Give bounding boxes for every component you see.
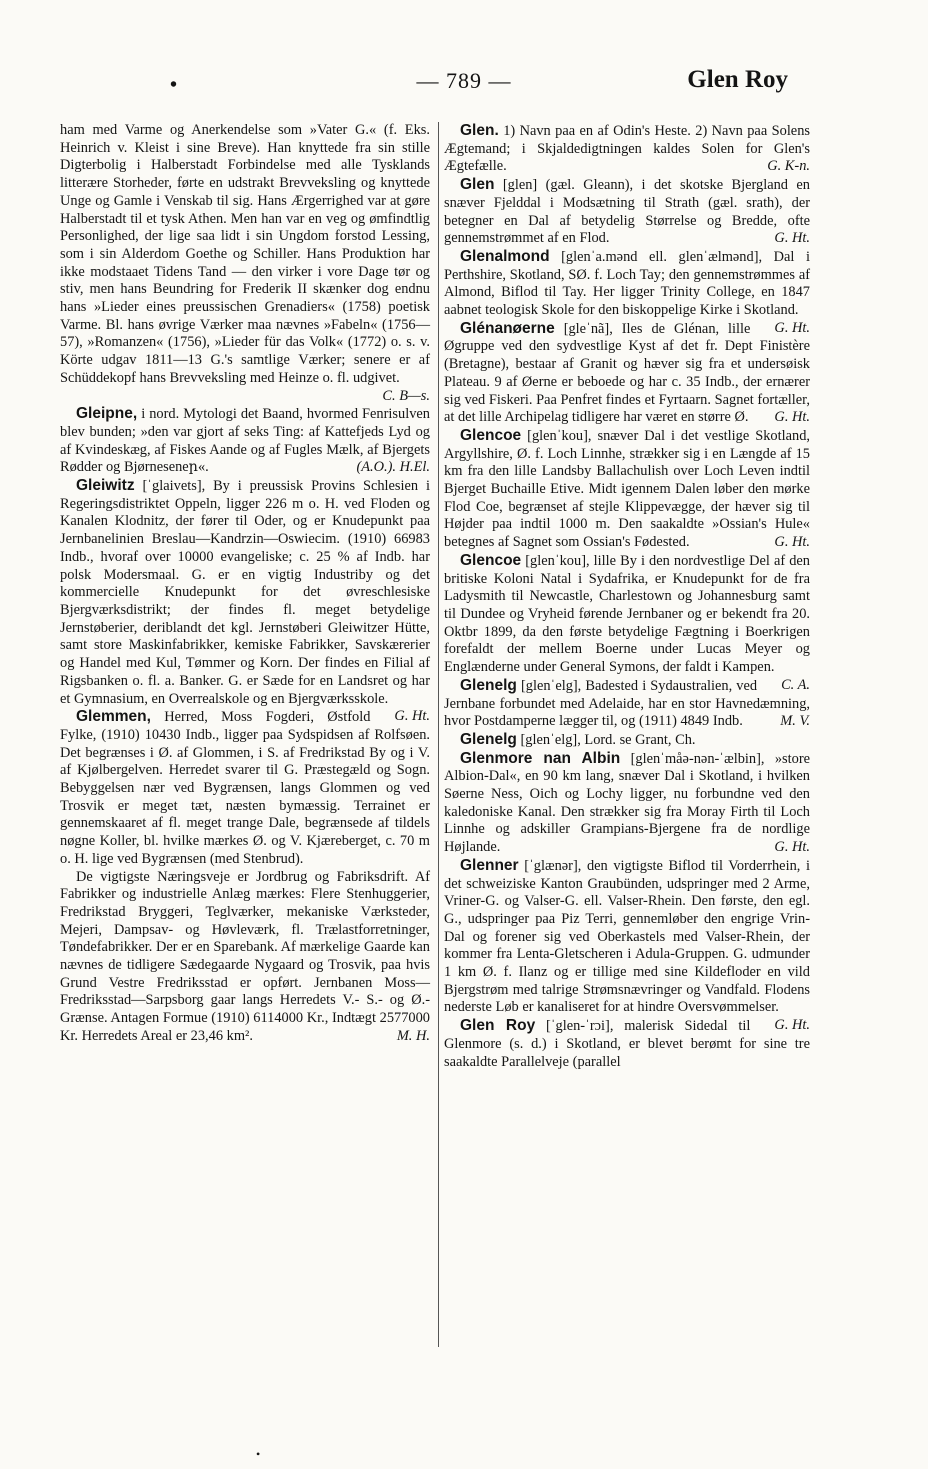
page-header bbox=[0, 64, 928, 104]
entry-glenmore-nan-albin: Glenmore nan Albin [glenˈmåə-nən-ˈælbin], »store Albion-Dal«, en 90 km lang, snæver Dal i Skotland, i hvilken Søerne Ness, Oich og Lochy ligger, nu forbundne ved den kaledoniske Kanal. Den strækker sig fra Moray Firth til Loch Linnhe og adskiller Grampians-Bjergene fra de nordlige Højlande. G. Ht. bbox=[444, 749, 810, 856]
entry-glenner: Glenner [ˈglænər], den vigtigste Biflod til Vorderrhein, i det schweiziske Kanton Graubünden, udspringer med 2 Arme, Vriner-G. og Valser-G. ell. Valser-Rhein. Den første, den egl. G., udspringer paa Piz Terri, gennemløber den engrige Vrin-Dal og forener sig ved Oberkastels med Valser-Rhein, der kommer fra Lenta-Gletscheren i Adula-Gruppen. G. udmunder 1 km Ø. f. Ilanz og er tillige med sine Kildefloder en vild Bjergstrøm med talrige Strømsnævringer og Vandfald. Flodens nederste Løb er kanaliseret for at hindre Oversvømmelser. G. Ht. bbox=[444, 856, 810, 1034]
column-divider bbox=[438, 122, 439, 1347]
headword: Glemmen, bbox=[76, 708, 151, 726]
signature: G. Ht. bbox=[394, 708, 430, 725]
signature: G. K-n. bbox=[767, 158, 810, 175]
headword: Glen Roy bbox=[460, 1017, 536, 1035]
left-column bbox=[60, 122, 430, 1046]
signature: G. Ht. bbox=[774, 534, 810, 551]
headword: Glenner bbox=[460, 856, 519, 874]
footer-dot: • bbox=[256, 1447, 261, 1461]
headword: Glen. bbox=[460, 122, 499, 139]
headword: Glenelg bbox=[460, 730, 517, 748]
header-dot: • bbox=[170, 74, 178, 96]
entry-glen-2: Glen [glen] (gæl. Gleann), i det skotske Bjergland en snæver Fjelddal i Modsætning til Strath (gæl. srath), der betegner en Dal af betydelig Størrelse og Bredde, ofte gennemstrømmet af en Flod. G. Ht. bbox=[444, 176, 810, 247]
headword: Glenelg bbox=[460, 676, 517, 694]
entry-continuation: ham med Varme og Anerkendelse som »Vater G.« (f. Eks. Heinrich v. Kleist i sine Breve). Han knyttede fra sin stille Digterbolig i Halberstadt Forbindelse med alle Tysklands litterære Storheder, førte en udstrakt Brevveksling og knyttede Unge og Gamle i Venskab til sig. Hans Ærgerrighed var at gøre Halberstadt til et tysk Athen. Men han var en veg og ømfindtlig Personlighed, der lige saa lidt i sin Ungdom forstod Lessing, som i sin Alderdom Goethe og Schiller. Hans Produktion har ikke modstaaet Tidens Tand — den virker i vore Dage tør og stiv, men hans Beundring for Frederik II skænker dog endnu hans »Lieder eines preussischen Grenadiers« (1758) poetisk Varme. Bl. hans øvrige Værker maa nævnes »Fabeln« (1756—57), »Romanzen« (1756), »Lieder für das Volk« (1772) o. s. v. Körte udgav 1811—13 G.'s samtlige Værker; senere er af Schüddekopf hans Brevveksling med Heinze o. fl. udgivet. bbox=[60, 122, 430, 386]
signature: M. V. bbox=[780, 713, 810, 730]
signature: G. Ht. bbox=[774, 409, 810, 426]
headword: Glencoe bbox=[460, 426, 522, 444]
signature: C. A. bbox=[781, 676, 810, 693]
running-head: Glen Roy bbox=[687, 66, 788, 93]
entry-glen-1: Glen. 1) Navn paa en af Odin's Heste. 2) Navn paa Solens Ægtemand; i Skjaldedigtningen kaldes Solen for Glen's Ægtefælle. G. K-n. bbox=[444, 122, 810, 175]
signature: G. Ht. bbox=[774, 1017, 810, 1034]
entry-glenelg-1: Glenelg [glenˈelg], Badested i Sydaustralien, ved Jernbane forbundet med Adelaide, har en stor Havnedæmning, hvor Postdamperne lægger til, og (1911) 4849 Indb. M. V. bbox=[444, 676, 810, 730]
headword: Glencoe bbox=[460, 551, 522, 569]
headword: Glenalmond bbox=[460, 247, 550, 265]
page-number: — 789 — bbox=[416, 68, 512, 93]
entry-glenalmond: Glenalmond [glenˈa.mənd ell. glenˈælmənd], Dal i Perthshire, Skotland, SØ. f. Loch Tay; den gennemstrømmes af Almond, Biflod til Tay. Her ligger Trinity College, en 1847 aabnet teologisk Skole for den biskoppelige Kirke i Skotland. G. Ht. bbox=[444, 247, 810, 336]
headword: Gleiwitz bbox=[76, 477, 135, 495]
entry-glenanoerne: Glénanøerne [gleˈnã], Iles de Glénan, lille Øgruppe ved den sydvestlige Kyst af det fr. Dept Finistère (Bretagne), bestaar af Granit og hæver sig fra et undersøisk Plateau. 9 af Øerne er beboede og har c. 35 Indb., der ernærer sig ved Fiskeri. Paa Penfret findes et Fyrtaarn. Sagnet fortæller, at det lille Archipelag tidligere har været en større Ø. G. Ht. bbox=[444, 319, 810, 426]
signature: (A.O.). H.El. bbox=[356, 459, 430, 476]
signature: G. Ht. bbox=[774, 839, 810, 856]
headword: Glen bbox=[460, 176, 495, 194]
entry-glenelg-2: Glenelg [glenˈelg], Lord. se Grant, Ch. bbox=[460, 730, 696, 748]
right-column bbox=[444, 122, 810, 1071]
entry-glen-roy: Glen Roy [ˈglen-ˈrɔi], malerisk Sidedal til Glenmore (s. d.) i Skotland, er blevet berømt for sine tre saakaldte Parallelveje (parallel bbox=[444, 1017, 810, 1070]
entry-glemmen-paragraph: De vigtigste Næringsveje er Jordbrug og Fabriksdrift. Af Fabrikker og industrielle Anlæg mærkes: Flere Stenhuggerier, Fredrikstad Bryggeri, Teglværker, mekaniske Værksteder, Mejeri, Dampsav- og Høvleværk, fl. Trælastforretninger, Tøndefabrikker. Der er en Sparebank. Af mærkelige Gaarde kan nævnes de tidligere Sædegaarde Nygaard og Trosvik, paa hvis Grund Vestre Fredriksstad er opført. Jernbanen Moss—Fredriksstad—Sarpsborg gaar langs Herredets V.- S.- og Ø.-Grænse. Antagen Formue (1910) 6114000 Kr., Indtægt 2577000 Kr. Herredets Areal er 23,46 km². M. H. bbox=[60, 868, 430, 1044]
entry-gleipne: Gleipne, i nord. Mytologi det Baand, hvormed Fenrisulven blev bunden; »den var gjort af seks Ting: af Kattefjeds Lyd og af Kvindeskæg, af Fiskes Aande og af Fugles Mælk, af Bjergets Rødder og Bjørneseneր«. (A.O.). H.El. bbox=[60, 405, 430, 476]
signature: G. Ht. bbox=[774, 319, 810, 336]
signature: M. H. bbox=[396, 1027, 430, 1044]
signature: G. Ht. bbox=[774, 230, 810, 247]
signature: C. B—s. bbox=[382, 387, 430, 404]
entry-glencoe-1: Glencoe [glenˈkou], snæver Dal i det vestlige Skotland, Argyllshire, Ø. f. Loch Linnhe, strækker sig i en Længde af 15 km fra den lille Landsby Ballachulish over Loch Leven indtil Bjerget Buchaille Etive. Midt igennem Dalen løber den mørke Flod Coe, begrænset af stejle Klippevægge, der hæver sig til Højder paa indtil 1000 m. Den saakaldte »Ossian's Hule« betegnes af Sagnet som Ossian's Fødested. G. Ht. bbox=[444, 426, 810, 551]
headword: Glénanøerne bbox=[460, 319, 555, 337]
entry-glemmen: Glemmen, Herred, Moss Fogderi, Østfold Fylke, (1910) 10430 Indb., ligger paa Sydspidsen af Rolfsøen. Det begrænses i Ø. af Glommen, i S. af Fredrikstad By og i V. af Kjølbergelven. Herredet svarer til G. Præstegæld og Sogn. Bebyggelsen nær ved Bygrænsen, langs Glommen og ved Trosvik er meget tæt, næsten bymæssig. Terrainet er gennemskaaret af fl. meget trange Dale, begrænsede af tildels nøgne Koller, bl. hvilke mærkes Ø. og V. Kjæreberget, c. 70 m o. H. lige ved Bygrænsen (med Stenbrud). bbox=[60, 708, 430, 867]
headword: Glenmore nan Albin bbox=[460, 749, 621, 767]
entry-glencoe-2: Glencoe [glenˈkou], lille By i den nordvestlige Del af den britiske Koloni Natal i Sydafrika, er Knudepunkt for de fra Ladysmith til Newcastle, Charlestown og Johannesburg samt til Dundee og Vryheid førende Jernbaner og er bekendt fra 20. Oktbr 1899, da den første betydelige Fægtning i Boerkrigen forefaldt der mellem Boerne under Lucas Meyer og Englænderne under General Symons, der faldt i Kampen. C. A. bbox=[444, 551, 810, 693]
entry-gleiwitz: Gleiwitz [ˈglaivets], By i preussisk Provins Schlesien i Regeringsdistriktet Oppeln, ligger 226 m o. H. ved Floden og Kanalen Klodnitz, der fører til Oder, og er Knudepunkt paa Jernbanelinien Breslau—Kandrzin—Oswiecim. (1910) 66983 Indb., hvoraf over 10000 evangeliske; c. 25 % af Indb. har polsk Modersmaal. G. er en vigtig Industriby og det kommercielle Knudepunkt for det øvreschlesiske Bjergværksdistrikt; der findes fl. meget betydelige Jernstøberier, deriblandt det kgl. Jernstøberi Gleiwitzer Hütte, samt store Maskinfabrikker, kemiske Fabrikker, Savskærerier og Handel med Kul, Tømmer og Korn. Der findes en Filial af Rigsbanken o. fl. a. Banker. G. er Sæde for en Landsret og har et Gymnasium, en Overrealskole og en Bjergværksskole. G. Ht. bbox=[60, 477, 430, 725]
headword: Gleipne, bbox=[76, 405, 138, 423]
